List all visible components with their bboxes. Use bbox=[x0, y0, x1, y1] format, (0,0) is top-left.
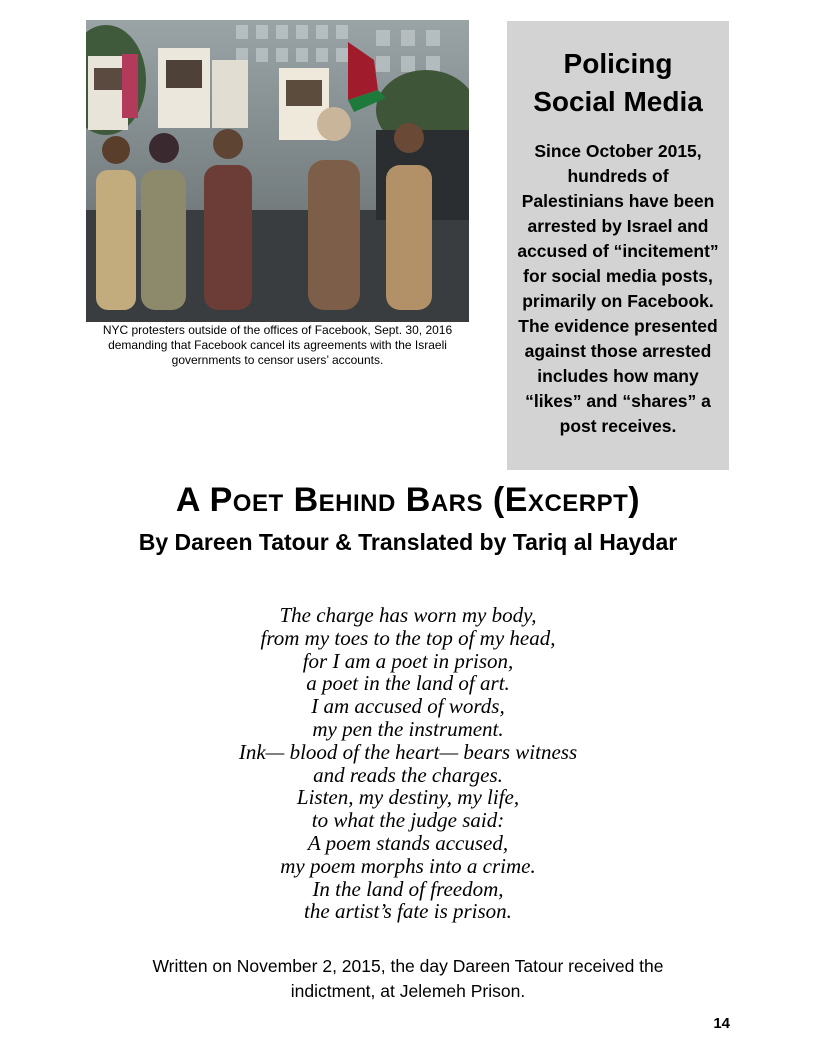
poem-line: for I am a poet in prison, bbox=[302, 648, 514, 673]
poem-line: I am accused of words, bbox=[311, 694, 505, 719]
sidebar-title bbox=[515, 45, 721, 121]
poem-line: In the land of freedom, bbox=[312, 876, 504, 901]
poem-line: the artist’s fate is prison. bbox=[304, 899, 512, 924]
poem-line: my pen the instrument. bbox=[312, 716, 504, 741]
poem-note: Written on November 2, 2015, the day Dareen Tatour received the indictment, at Jelemeh Prison. bbox=[152, 956, 664, 1001]
poem-line: to what the judge said: bbox=[311, 808, 505, 833]
poem-line: The charge has worn my body, bbox=[279, 603, 537, 627]
poem-line: Ink— blood of the heart— bears witness bbox=[238, 739, 578, 764]
sidebar-title-line-2: Social Media bbox=[533, 86, 703, 117]
article-title: A Poet Behind Bars (Excerpt) bbox=[175, 481, 641, 519]
page-number: 14 bbox=[713, 1015, 730, 1032]
poem-line: a poet in the land of art. bbox=[306, 671, 510, 696]
protest-photo bbox=[86, 20, 469, 322]
sidebar-body: Since October 2015, hundreds of Palestinians have been arrested by Israel and accused of “incitement” for social media posts, primarily on Facebook. The evidence presented against those arrested includes how many “likes” and “shares” a post receives. bbox=[517, 141, 719, 436]
protest-photo-illustration bbox=[86, 20, 469, 322]
poem bbox=[108, 604, 708, 923]
poem-line: from my toes to the top of my head, bbox=[260, 625, 556, 650]
poem-line: A poem stands accused, bbox=[307, 830, 509, 855]
article-byline: By Dareen Tatour & Translated by Tariq al Haydar bbox=[138, 529, 678, 555]
poem-line: and reads the charges. bbox=[313, 762, 503, 787]
poem-line: my poem morphs into a crime. bbox=[280, 853, 536, 878]
sidebar-box bbox=[507, 21, 729, 470]
poem-line: Listen, my destiny, my life, bbox=[296, 785, 520, 810]
sidebar-title-line-1: Policing bbox=[563, 48, 673, 79]
photo-caption: NYC protesters outside of the offices of Facebook, Sept. 30, 2016 demanding that Facebook cancel its agreements with the Israeli governments to censor users’ accounts. bbox=[102, 323, 453, 367]
